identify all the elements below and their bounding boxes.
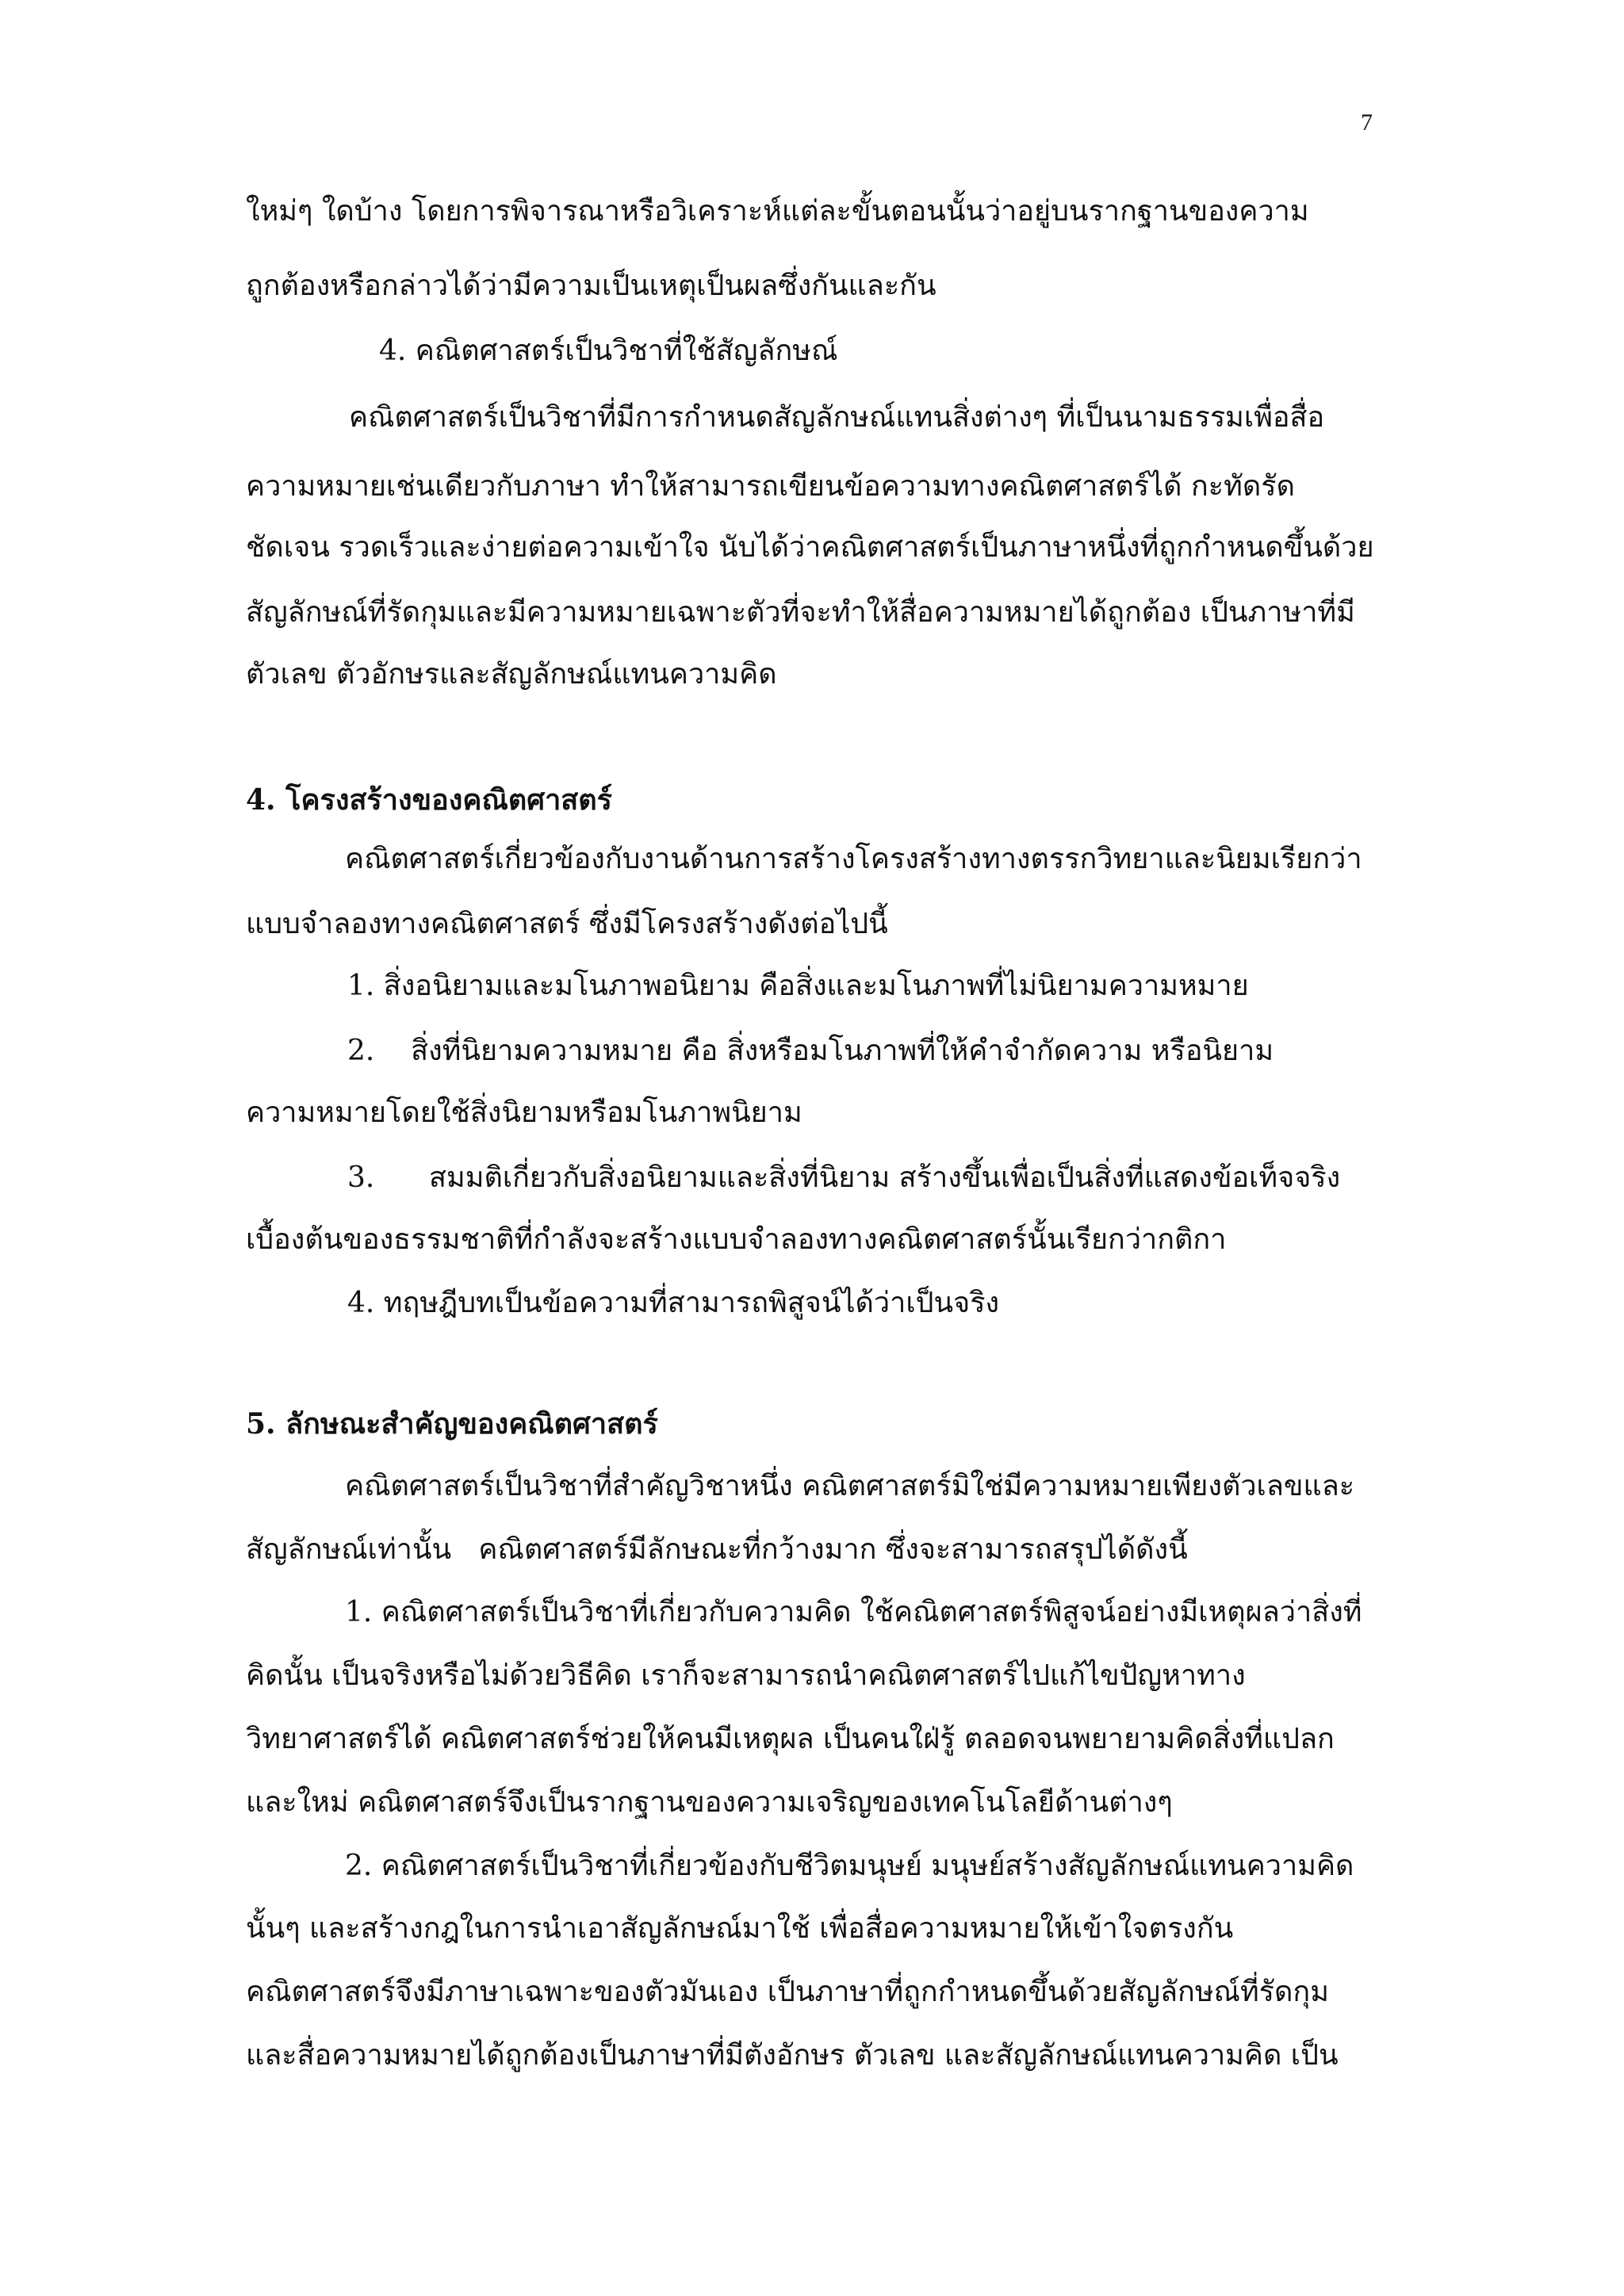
text-line: คิดนั้น เป็นจริงหรือไม่ด้วยวิธีคิด เราก็จะสามารถนำคณิตศาสตร์ไปแก้ไขปัญหาทาง — [246, 1659, 1246, 1692]
text-line: ถูกต้องหรือกล่าวได้ว่ามีความเป็นเหตุเป็นผลซึ่งกันและกัน — [246, 270, 936, 302]
list-item: 2. คณิตศาสตร์เป็นวิชาที่เกี่ยวข้องกับชีวิตมนุษย์ มนุษย์สร้างสัญลักษณ์แทนความคิด — [345, 1850, 1354, 1882]
text-line: ใหม่ๆ ใดบ้าง โดยการพิจารณาหรือวิเคราะห์แต่ละขั้นตอนนั้นว่าอยู่บนรากฐานของความ — [246, 195, 1309, 228]
section-heading: 5. ลักษณะสำคัญของคณิตศาสตร์ — [246, 1407, 658, 1441]
list-item: 4. คณิตศาสตร์เป็นวิชาที่ใช้สัญลักษณ์ — [379, 335, 838, 367]
text-line: คณิตศาสตร์จึงมีภาษาเฉพาะของตัวมันเอง เป็นภาษาที่ถูกกำหนดขึ้นด้วยสัญลักษณ์ที่รัดกุม — [246, 1976, 1329, 2008]
list-item: 3. สมมติเกี่ยวกับสิ่งอนิยามและสิ่งที่นิยาม สร้างขึ้นเพื่อเป็นสิ่งที่แสดงข้อเท็จจริง — [347, 1161, 1341, 1194]
list-item: 4. ทฤษฎีบทเป็นข้อความที่สามารถพิสูจน์ได้ว่าเป็นจริง — [347, 1287, 1000, 1319]
text-line: นั้นๆ และสร้างกฎในการนำเอาสัญลักษณ์มาใช้ เพื่อสื่อความหมายให้เข้าใจตรงกัน — [246, 1912, 1234, 1945]
section-heading: 4. โครงสร้างของคณิตศาสตร์ — [246, 783, 612, 817]
text-line: และสื่อความหมายได้ถูกต้องเป็นภาษาที่มีตังอักษร ตัวเลข และสัญลักษณ์แทนความคิด เป็น — [246, 2039, 1339, 2072]
text-line: คณิตศาสตร์เป็นวิชาที่สำคัญวิชาหนึ่ง คณิตศาสตร์มิใช่มีความหมายเพียงตัวเลขและ — [345, 1470, 1355, 1502]
page-number: 7 — [1361, 109, 1373, 136]
list-item: 2. สิ่งที่นิยามความหมาย คือ สิ่งหรือมโนภาพที่ให้คำจำกัดความ หรือนิยาม — [347, 1035, 1274, 1067]
text-line: ความหมายเช่นเดียวกับภาษา ทำให้สามารถเขียนข้อความทางคณิตศาสตร์ได้ กะทัดรัด — [246, 470, 1295, 503]
text-line: คณิตศาสตร์เกี่ยวข้องกับงานด้านการสร้างโครงสร้างทางตรรกวิทยาและนิยมเรียกว่า — [345, 843, 1362, 875]
list-item: 1. สิ่งอนิยามและมโนภาพอนิยาม คือสิ่งและมโนภาพที่ไม่นิยามความหมาย — [347, 970, 1249, 1002]
list-item: 1. คณิตศาสตร์เป็นวิชาที่เกี่ยวกับความคิด ใช้คณิตศาสตร์พิสูจน์อย่างมีเหตุผลว่าสิ่งที่ — [345, 1596, 1362, 1628]
text-line: ความหมายโดยใช้สิ่งนิยามหรือมโนภาพนิยาม — [246, 1096, 802, 1129]
text-line: แบบจำลองทางคณิตศาสตร์ ซึ่งมีโครงสร้างดังต่อไปนี้ — [246, 908, 888, 940]
text-line: ตัวเลข ตัวอักษรและสัญลักษณ์แทนความคิด — [246, 658, 777, 691]
text-line: ชัดเจน รวดเร็วและง่ายต่อความเข้าใจ นับได้ว่าคณิตศาสตร์เป็นภาษาหนึ่งที่ถูกกำหนดขึ้นด้วย — [246, 531, 1374, 564]
text-line: สัญลักษณ์ที่รัดกุมและมีความหมายเฉพาะตัวที่จะทำให้สื่อความหมายได้ถูกต้อง เป็นภาษาที่มี — [246, 596, 1355, 629]
text-line: วิทยาศาสตร์ได้ คณิตศาสตร์ช่วยให้คนมีเหตุผล เป็นคนใฝ่รู้ ตลอดจนพยายามคิดสิ่งที่แปลก — [246, 1723, 1335, 1755]
text-line: เบื้องต้นของธรรมชาติที่กำลังจะสร้างแบบจำลองทางคณิตศาสตร์นั้นเรียกว่ากติกา — [246, 1223, 1227, 1256]
text-line: และใหม่ คณิตศาสตร์จึงเป็นรากฐานของความเจริญของเทคโนโลยีด้านต่างๆ — [246, 1786, 1173, 1819]
text-line: คณิตศาสตร์เป็นวิชาที่มีการกำหนดสัญลักษณ์แทนสิ่งต่างๆ ที่เป็นนามธรรมเพื่อสื่อ — [349, 401, 1325, 434]
text-line: สัญลักษณ์เท่านั้น คณิตศาสตร์มีลักษณะที่กว้างมาก ซึ่งจะสามารถสรุปได้ดังนี้ — [246, 1533, 1188, 1566]
